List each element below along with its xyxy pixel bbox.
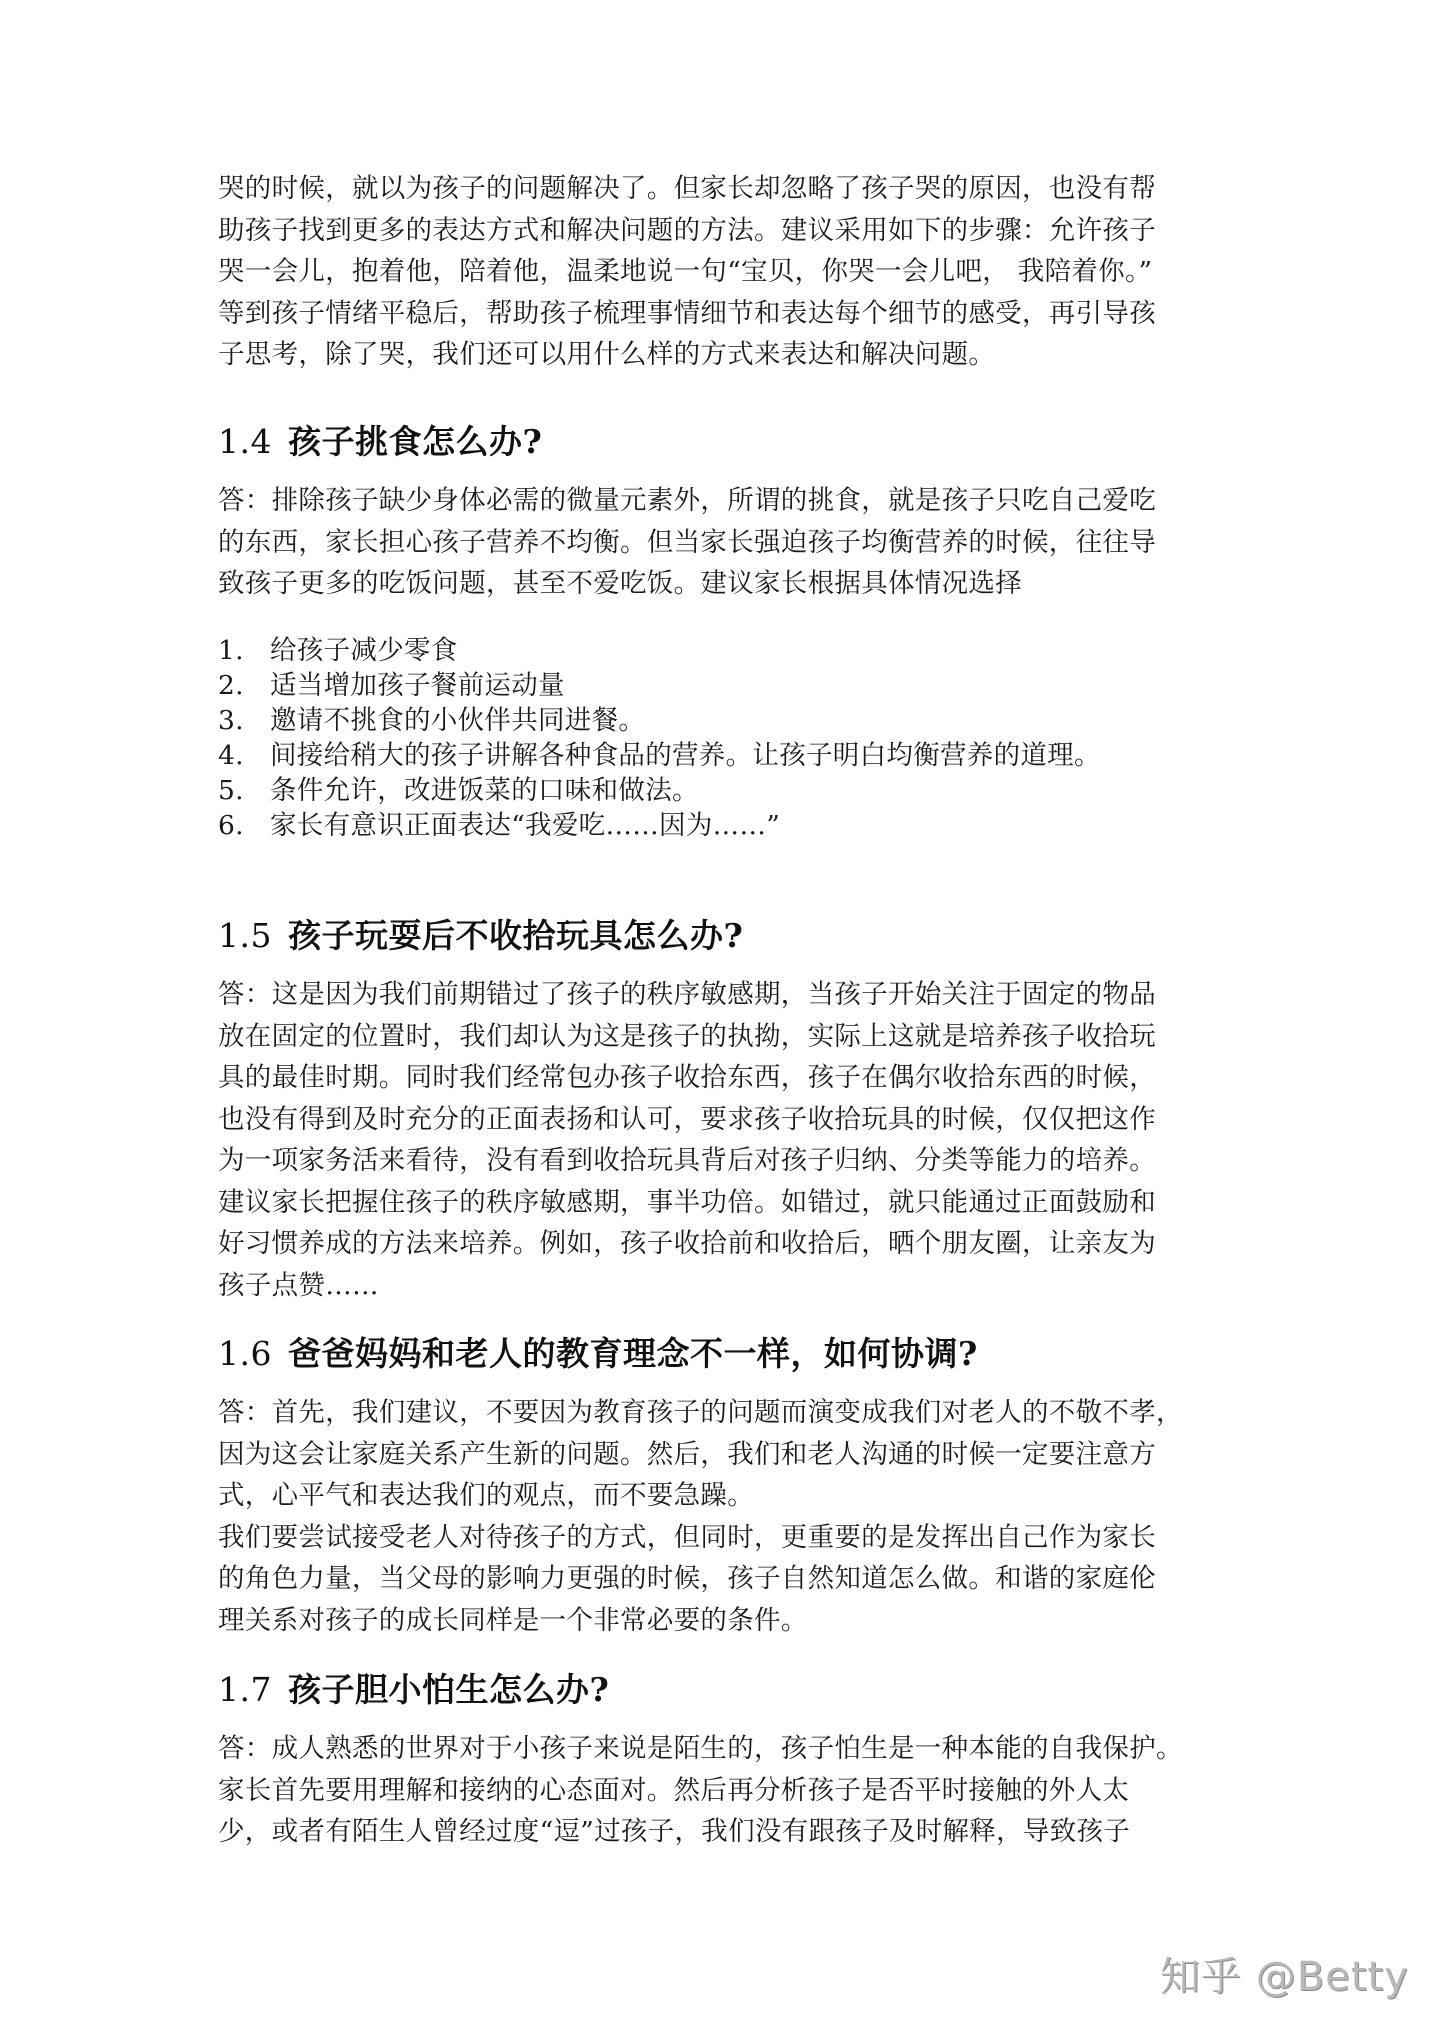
list-text: 间接给稍大的孩子讲解各种食品的营养。让孩子明白均衡营养的道理。 (270, 739, 1101, 771)
list-text: 适当增加孩子餐前运动量 (270, 669, 565, 701)
text-line: 为一项家务活来看待，没有看到收拾玩具背后对孩子归纳、分类等能力的培养。 (218, 1145, 1156, 1176)
list-number: 2. (218, 669, 244, 701)
text-line: 好习惯养成的方法来培养。例如，孩子收拾前和收拾后，晒个朋友圈，让亲友为 (218, 1228, 1156, 1259)
section-title: 孩子胆小怕生怎么办? (287, 1670, 610, 1709)
section-title: 爸爸妈妈和老人的教育理念不一样，如何协调? (287, 1334, 978, 1373)
text-line: 建议家长把握住孩子的秩序敏感期，事半功倍。如错过，就只能通过正面鼓励和 (218, 1186, 1156, 1218)
list-item (218, 703, 1238, 738)
list-number: 1. (218, 634, 244, 666)
text-line: 答：这是因为我们前期错过了孩子的秩序敏感期，当孩子开始关注于固定的物品 (218, 979, 1156, 1010)
text-line: 答：排除孩子缺少身体必需的微量元素外，所谓的挑食，就是孩子只吃自己爱吃 (218, 485, 1156, 516)
text-line: 子思考，除了哭，我们还可以用什么样的方式来表达和解决问题。 (218, 339, 996, 370)
text-line: 我们要尝试接受老人对待孩子的方式，但同时，更重要的是发挥出自己作为家长 (218, 1521, 1156, 1553)
text-line: 答：成人熟悉的世界对于小孩子来说是陌生的，孩子怕生是一种本能的自我保护。 (218, 1733, 1183, 1764)
text-line: 助孩子找到更多的表达方式和解决问题的方法。建议采用如下的步骤：允许孩子 (218, 214, 1156, 246)
list-item (218, 738, 1238, 773)
list-number: 5. (218, 774, 244, 806)
section-heading (218, 914, 1238, 958)
text-line: 等到孩子情绪平稳后，帮助孩子梳理事情细节和表达每个细节的感受，再引导孩 (218, 297, 1156, 329)
text-line: 放在固定的位置时，我们却认为这是孩子的执拗，实际上这就是培养孩子收拾玩 (218, 1020, 1156, 1052)
intro-paragraph (218, 168, 1238, 376)
text-line: 少，或者有陌生人曾经过度“逗”过孩子，我们没有跟孩子及时解释，导致孩子 (218, 1816, 1131, 1847)
text-line: 也没有得到及时充分的正面表扬和认可，要求孩子收拾玩具的时候，仅仅把这作 (218, 1103, 1156, 1135)
answer-paragraph (218, 974, 1238, 1306)
text-line: 因为这会让家庭关系产生新的问题。然后，我们和老人沟通的时候一定要注意方 (218, 1438, 1156, 1470)
text-line: 孩子点赞…… (218, 1269, 379, 1301)
section-number: 1.4 (218, 422, 272, 461)
list-text: 家长有意识正面表达“我爱吃……因为……” (270, 809, 781, 841)
suggestion-list (218, 633, 1238, 843)
section-number: 1.7 (218, 1670, 272, 1709)
list-item (218, 773, 1238, 808)
section-1-6 (218, 1332, 1238, 1641)
text-line: 的角色力量，当父母的影响力更强的时候，孩子自然知道怎么做。和谐的家庭伦 (218, 1563, 1156, 1594)
list-text: 给孩子减少零食 (270, 634, 458, 666)
text-line: 的东西，家长担心孩子营养不均衡。但当家长强迫孩子均衡营养的时候，往往导 (218, 526, 1156, 558)
section-title: 孩子玩耍后不收拾玩具怎么办? (287, 916, 744, 955)
list-number: 3. (218, 704, 244, 736)
section-heading (218, 1668, 1238, 1712)
section-number: 1.6 (218, 1334, 272, 1373)
text-line: 致孩子更多的吃饭问题，甚至不爱吃饭。建议家长根据具体情况选择 (218, 568, 1022, 599)
list-text: 邀请不挑食的小伙伴共同进餐。 (270, 704, 646, 736)
section-number: 1.5 (218, 916, 272, 955)
text-line: 理关系对孩子的成长同样是一个非常必要的条件。 (218, 1604, 808, 1636)
section-1-7 (218, 1668, 1238, 1853)
text-line: 哭的时候，就以为孩子的问题解决了。但家长却忽略了孩子哭的原因，也没有帮 (218, 173, 1156, 204)
text-line: 哭一会儿，抱着他，陪着他，温柔地说一句“宝贝，你哭一会儿吧， 我陪着你。” (218, 256, 1153, 287)
text-line: 式，心平气和表达我们的观点，而不要急躁。 (218, 1480, 754, 1511)
list-number: 6. (218, 809, 244, 841)
answer-paragraph (218, 1392, 1238, 1641)
section-1-4 (218, 420, 1238, 843)
section-heading (218, 1332, 1238, 1376)
list-item (218, 633, 1238, 668)
list-number: 4. (218, 739, 244, 771)
list-item (218, 668, 1238, 703)
text-line: 答：首先，我们建议，不要因为教育孩子的问题而演变成我们对老人的不敬不孝， (218, 1397, 1183, 1428)
section-1-5 (218, 914, 1238, 1306)
intro-section (218, 168, 1238, 376)
answer-paragraph (218, 1728, 1238, 1853)
section-heading (218, 420, 1238, 464)
zhihu-watermark: 知乎 @Betty (1160, 1954, 1409, 2000)
list-item (218, 808, 1238, 843)
list-text: 条件允许，改进饭菜的口味和做法。 (270, 774, 699, 806)
text-line: 具的最佳时期。同时我们经常包办孩子收拾东西，孩子在偶尔收拾东西的时候， (218, 1062, 1156, 1093)
text-line: 家长首先要用理解和接纳的心态面对。然后再分析孩子是否平时接触的外人太 (218, 1774, 1130, 1806)
answer-paragraph (218, 480, 1238, 605)
section-title: 孩子挑食怎么办? (287, 422, 543, 461)
